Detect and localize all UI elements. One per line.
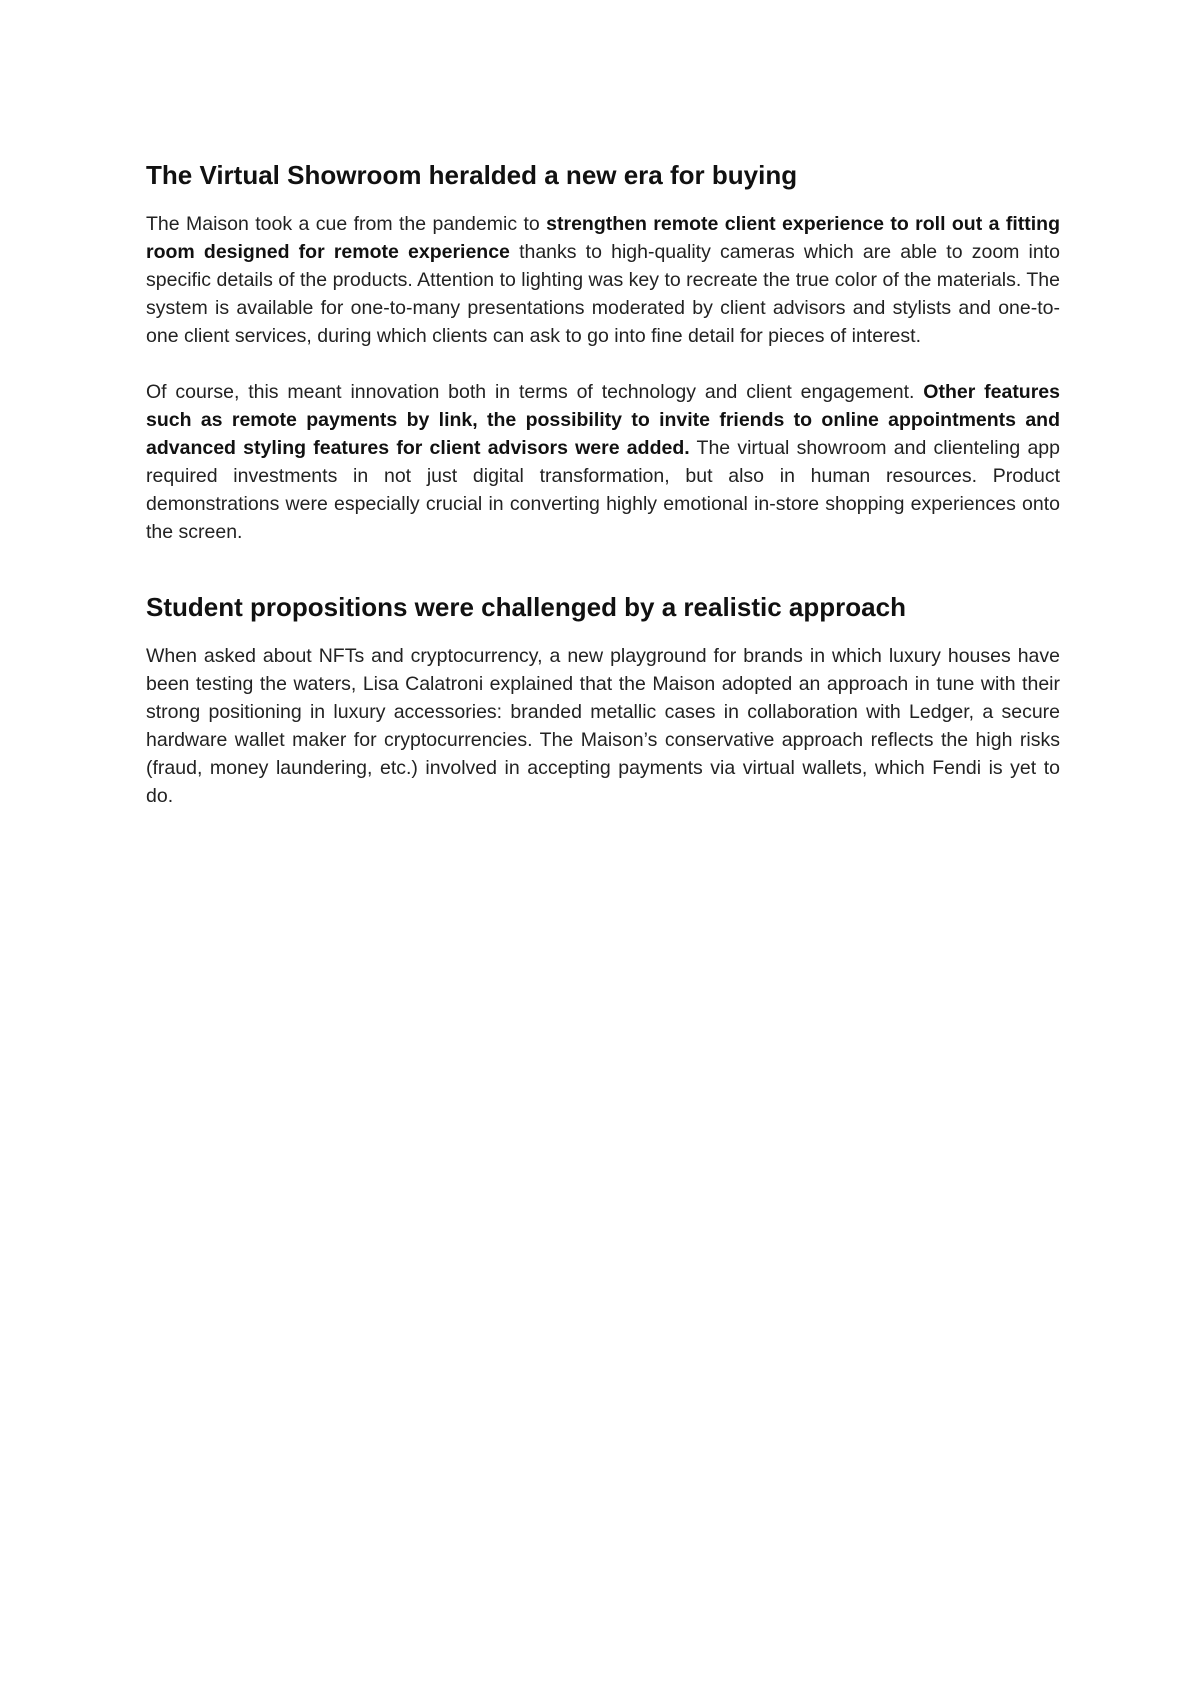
paragraph-text: The Maison took a cue from the pandemic to (146, 213, 547, 235)
paragraph-fitting-room (146, 210, 1060, 350)
document-body (146, 160, 1060, 810)
section-heading-student-propositions: Student propositions were challenged by a realistic approach (146, 592, 906, 622)
paragraph-bold-text: strengthen remote client experience to roll out a fitting room designed for remote experience (146, 213, 1060, 263)
section-heading-virtual-showroom: The Virtual Showroom heralded a new era for buying (146, 160, 798, 190)
paragraph-innovation (146, 378, 1060, 546)
paragraph-bold-text: Other features such as remote payments by link, the possibility to invite friends to online appointments and advanced styling features for client advisors were added. (146, 381, 1060, 459)
paragraph-text: The virtual showroom and clienteling app required investments in not just digital transformation, but also in human resources. Product demonstrations were especially crucial in converting highly emotional in-store shopping experiences onto the screen. (146, 437, 1061, 543)
paragraph-text: thanks to high-quality cameras which are able to zoom into specific details of the products. Attention to lighting was key to recreate the true color of the materials. The system is available for one-to-many presentations moderated by client advisors and stylists and one-to-one client services, during which clients can ask to go into fine detail for pieces of interest. (146, 241, 1061, 347)
paragraph-nfts: When asked about NFTs and cryptocurrency, a new playground for brands in which luxury houses have been testing the waters, Lisa Calatroni explained that the Maison adopted an approach in tune with their strong positioning in luxury accessories: branded metallic cases in collaboration with Ledger, a secure hardware wallet maker for cryptocurrencies. The Maison’s conservative approach reflects the high risks (fraud, money laundering, etc.) involved in accepting payments via virtual wallets, which Fendi is yet to do. (146, 645, 1060, 807)
paragraph-text: Of course, this meant innovation both in terms of technology and client engagement. (146, 381, 924, 403)
